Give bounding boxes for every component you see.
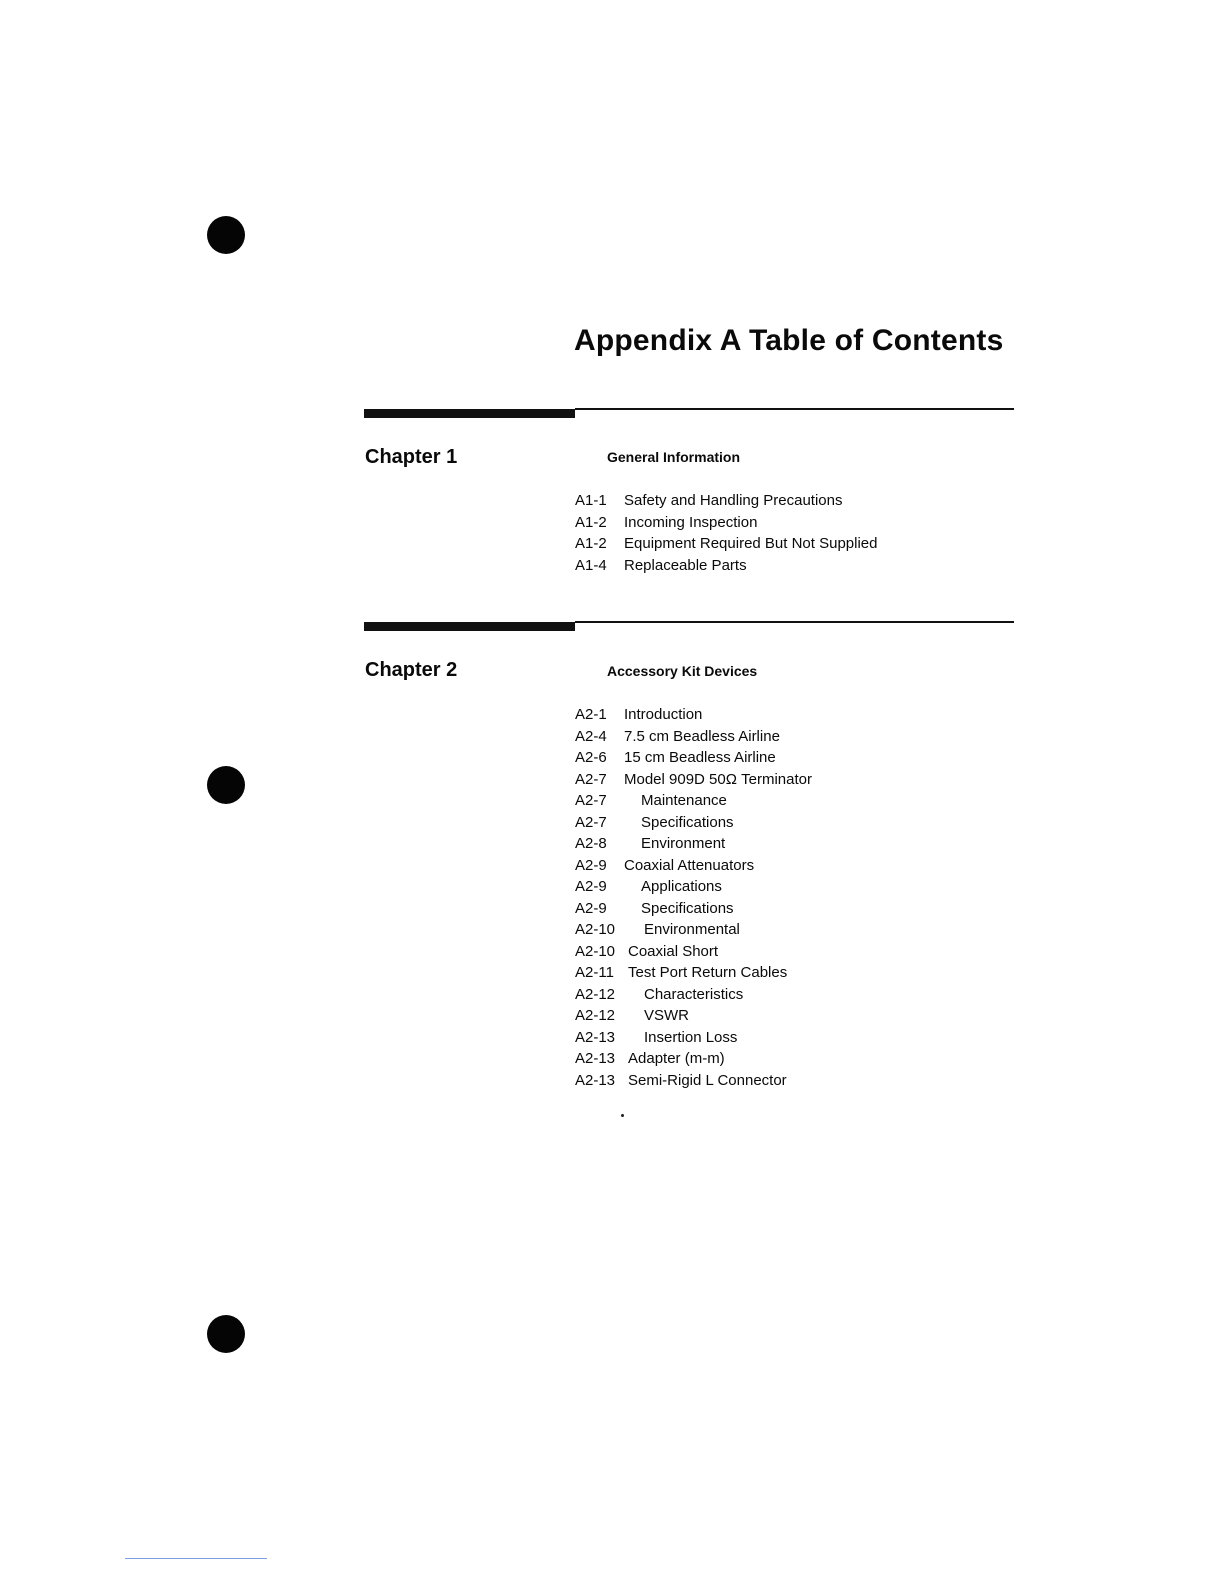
toc-entry-text: Safety and Handling Precautions — [624, 492, 843, 509]
toc-page-number: A2-9 — [575, 899, 607, 917]
toc-page-number: A2-10 — [575, 942, 616, 960]
toc-page-number: A2-13 — [575, 1050, 616, 1067]
toc-entry-text: Introduction — [624, 706, 703, 723]
binder-hole-top — [207, 216, 245, 254]
toc-page-number: A2-13 — [575, 1071, 616, 1089]
page-title: Appendix A Table of Contents — [574, 324, 1004, 357]
toc-page-number: A2-8 — [575, 835, 607, 852]
toc-page-number: A2-1 — [575, 706, 607, 723]
toc-entry-text: Incoming Inspection — [624, 513, 758, 531]
toc-entry-text: Equipment Required But Not Supplied — [624, 535, 878, 552]
chapter-2-divider — [364, 620, 1014, 634]
toc-entry-text: Semi-Rigid L Connector — [628, 1071, 787, 1089]
toc-entry-text: Applications — [641, 878, 722, 895]
toc-entry-text: 7.5 cm Beadless Airline — [624, 727, 780, 745]
toc-page-number: A2-11 — [575, 964, 614, 981]
chapter-2-label: Chapter 2 — [365, 659, 458, 681]
toc-entry-text: Environment — [641, 835, 726, 852]
toc-entry-text: Model 909D 50Ω Terminator — [624, 770, 812, 788]
toc-entry-text: Insertion Loss — [644, 1028, 738, 1046]
toc-page-number: A1-2 — [575, 513, 607, 531]
divider-thick-segment — [364, 622, 575, 631]
toc-page-number: A1-2 — [575, 535, 607, 552]
toc-entry-text: Test Port Return Cables — [628, 964, 788, 981]
toc-page-number: A1-4 — [575, 556, 607, 574]
toc-entry-text: Specifications — [641, 899, 734, 917]
binder-hole-middle — [207, 766, 245, 804]
toc-page-number: A2-12 — [575, 1007, 616, 1024]
toc-page-number: A2-6 — [575, 749, 607, 766]
toc-page-number: A2-12 — [575, 985, 616, 1003]
toc-page-number: A2-7 — [575, 813, 607, 831]
toc-entry-text: 15 cm Beadless Airline — [624, 749, 776, 766]
toc-entry-text: Replaceable Parts — [624, 556, 747, 574]
toc-entry-text: Environmental — [644, 921, 740, 938]
divider-thin-segment — [575, 408, 1014, 410]
chapter-1-divider — [364, 407, 1014, 421]
toc-page-number: A2-9 — [575, 878, 607, 895]
toc-page-number: A2-7 — [575, 770, 607, 788]
toc-entry-text: Maintenance — [641, 792, 727, 809]
binder-hole-bottom — [207, 1315, 245, 1353]
toc-entry-text: Coaxial Attenuators — [624, 856, 755, 874]
divider-thick-segment — [364, 409, 575, 418]
chapter-1-section-title: General Information — [607, 449, 741, 465]
toc-entry-text: Coaxial Short — [628, 942, 719, 960]
toc-page-number: A2-4 — [575, 727, 607, 745]
toc-page-number: A2-7 — [575, 792, 607, 809]
toc-entry-text: VSWR — [644, 1007, 689, 1024]
toc-page-number: A2-13 — [575, 1028, 616, 1046]
scan-speck — [621, 1114, 624, 1117]
toc-entry-text: Adapter (m-m) — [628, 1050, 725, 1067]
toc-page-number: A2-10 — [575, 921, 616, 938]
toc-entry-text: Characteristics — [644, 985, 744, 1003]
toc-page-number: A2-9 — [575, 856, 607, 874]
footer-rule — [125, 1558, 267, 1559]
chapter-2-section-title: Accessory Kit Devices — [607, 663, 758, 679]
toc-page-number: A1-1 — [575, 492, 607, 509]
toc-entry-text: Specifications — [641, 813, 734, 831]
chapter-1-label: Chapter 1 — [365, 446, 458, 468]
divider-thin-segment — [575, 621, 1014, 623]
